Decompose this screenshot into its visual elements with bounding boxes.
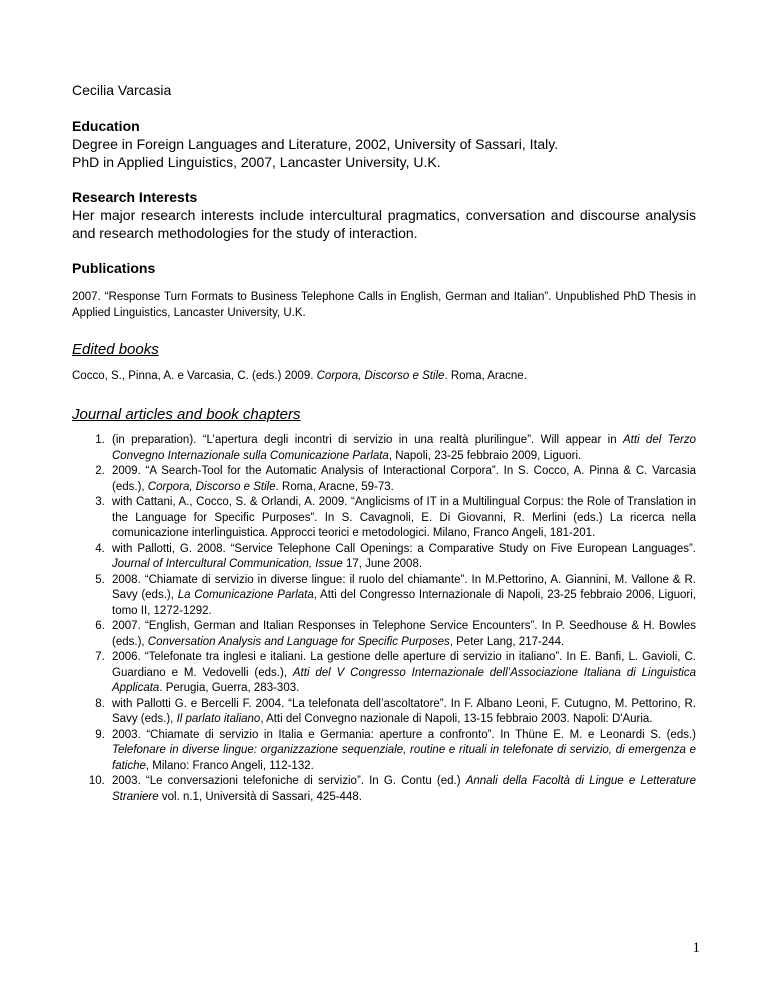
research-section: [72, 189, 696, 242]
item-text: , Milano: Franco Angeli, 112-132.: [145, 759, 314, 772]
item-title: Annali della Facoltà di Lingue e Letterature Straniere: [112, 775, 696, 803]
journal-item: [108, 542, 696, 573]
item-text: 2009. “A Search-Tool for the Automatic Analysis of Interactional Corpora”. In S. Cocco, A. Pinna & C. Varcasia (eds.),: [112, 465, 696, 493]
item-title: Atti del Terzo Convegno Internazionale sulla Comunicazione Parlata: [112, 434, 696, 462]
edited-books-authors: Cocco, S., Pinna, A. e Varcasia, C. (eds.) 2009.: [72, 370, 317, 382]
item-text: with Pallotti G. e Bercelli F. 2004. “La telefonata dell’ascoltatore”. In F. Albano Leoni, F. Cutugno, M. Pettorino, R. Savy (eds.),: [112, 697, 696, 725]
education-line: Degree in Foreign Languages and Literature, 2002, University of Sassari, Italy.: [72, 136, 559, 152]
item-text: , Atti del Convegno nazionale di Napoli, 13-15 febbraio 2003. Napoli: D'Auria.: [260, 713, 653, 725]
item-title: Conversation Analysis and Language for Specific Purposes: [147, 635, 450, 648]
research-text: Her major research interests include intercultural pragmatics, conversation and discourse analysis and research methodologies for the study of interaction.: [72, 207, 696, 241]
item-title: Corpora, Discorso e Stile: [147, 480, 276, 493]
edited-books-heading: Edited books: [72, 341, 159, 358]
item-text: , Atti del Congresso Internazionale di Napoli, 23-25 febbraio 2006, Liguori, tomo II, 1272-1292.: [112, 589, 696, 617]
item-text: , Peter Lang, 217-244.: [449, 635, 565, 648]
journal-item: [108, 573, 696, 620]
item-text: 17, June 2008.: [342, 558, 423, 570]
item-text: , Napoli, 23-25 febbraio 2009, Liguori.: [388, 449, 582, 462]
item-title: Il parlato italiano: [176, 713, 261, 725]
cv-page: [72, 82, 696, 805]
item-text: 2003. “Chiamate di servizio in Italia e Germania: aperture a confronto”. In Thüne E. M. e Leonardi S. (eds.): [112, 728, 696, 741]
item-text: 2006. “Telefonate tra inglesi e italiani. La gestione delle aperture di servizio in italiano”. In E. Banfi, L. Gavioli, C. Guardiano e M. Vedovelli (eds.),: [112, 651, 696, 679]
edited-books-entry: [72, 368, 696, 384]
journal-item: [108, 650, 696, 697]
item-text: 2008. “Chiamate di servizio in diverse lingue: il ruolo del chiamante”. In M.Pettorino, A. Giannini, M. Vallone & R. Savy (eds.),: [112, 573, 696, 601]
journal-heading: Journal articles and book chapters: [72, 406, 301, 423]
journal-item: [108, 495, 696, 542]
item-text: with Cattani, A., Cocco, S. & Orlandi, A. 2009. “Anglicisms of IT in a Multilingual Corpus: the Role of Translation in the Language for Specific Purposes”. In S. Cavagnoli, E. Di Giovanni, R. Merlini (eds.) La ricerca nella comunicazione interlinguistica. Approcci teorici e metodologici. Milano, Franco Angeli, 181-201.: [112, 496, 696, 539]
item-text: (in preparation). “L’apertura degli incontri di servizio in una realtà plurilingue”. Will appear in: [112, 434, 623, 446]
edited-books-title: Corpora, Discorso e Stile: [316, 370, 445, 382]
journal-item: [108, 619, 696, 650]
journal-item: [108, 728, 696, 775]
research-heading: Research Interests: [72, 189, 198, 205]
author-name: Cecilia Varcasia: [72, 82, 172, 98]
item-text: 2007. “English, German and Italian Responses in Telephone Service Encounters”. In P. Seedhouse & H. Bowles (eds.),: [112, 620, 696, 648]
item-title: Telefonare in diverse lingue: organizzazione sequenziale, routine e rituali in telefonate di servizio, di emergenza e fatiche: [112, 744, 696, 772]
item-title: La Comunicazione Parlata: [177, 589, 314, 601]
education-section: [72, 118, 696, 171]
journal-item: [108, 464, 696, 495]
journal-item: [108, 697, 696, 728]
item-text: . Roma, Aracne, 59-73.: [275, 480, 394, 493]
edited-books-publisher: . Roma, Aracne.: [444, 370, 527, 382]
journal-list: [72, 433, 696, 805]
publications-heading: Publications: [72, 260, 156, 276]
publications-section: [72, 260, 696, 321]
item-text: with Pallotti, G. 2008. “Service Telephone Call Openings: a Comparative Study on Five European Languages”.: [112, 542, 696, 555]
item-text: vol. n.1, Università di Sassari, 425-448.: [158, 790, 362, 803]
education-line: PhD in Applied Linguistics, 2007, Lancaster University, U.K.: [72, 154, 441, 170]
item-text: . Perugia, Guerra, 283-303.: [159, 682, 300, 694]
publications-thesis: 2007. “Response Turn Formats to Business Telephone Calls in English, German and Italian”. Unpublished PhD Thesis in Applied Linguistics, Lancaster University, U.K.: [72, 291, 696, 319]
item-text: 2003. “Le conversazioni telefoniche di servizio”. In G. Contu (ed.): [112, 775, 466, 787]
journal-item: [108, 774, 696, 805]
education-heading: Education: [72, 118, 140, 134]
journal-item: [108, 433, 696, 464]
page-number: 1: [692, 940, 700, 956]
item-title: Journal of Intercultural Communication, Issue: [112, 558, 343, 570]
item-title: Atti del V Congresso Internazionale dell’Associazione Italiana di Linguistica Applicata: [112, 666, 696, 694]
